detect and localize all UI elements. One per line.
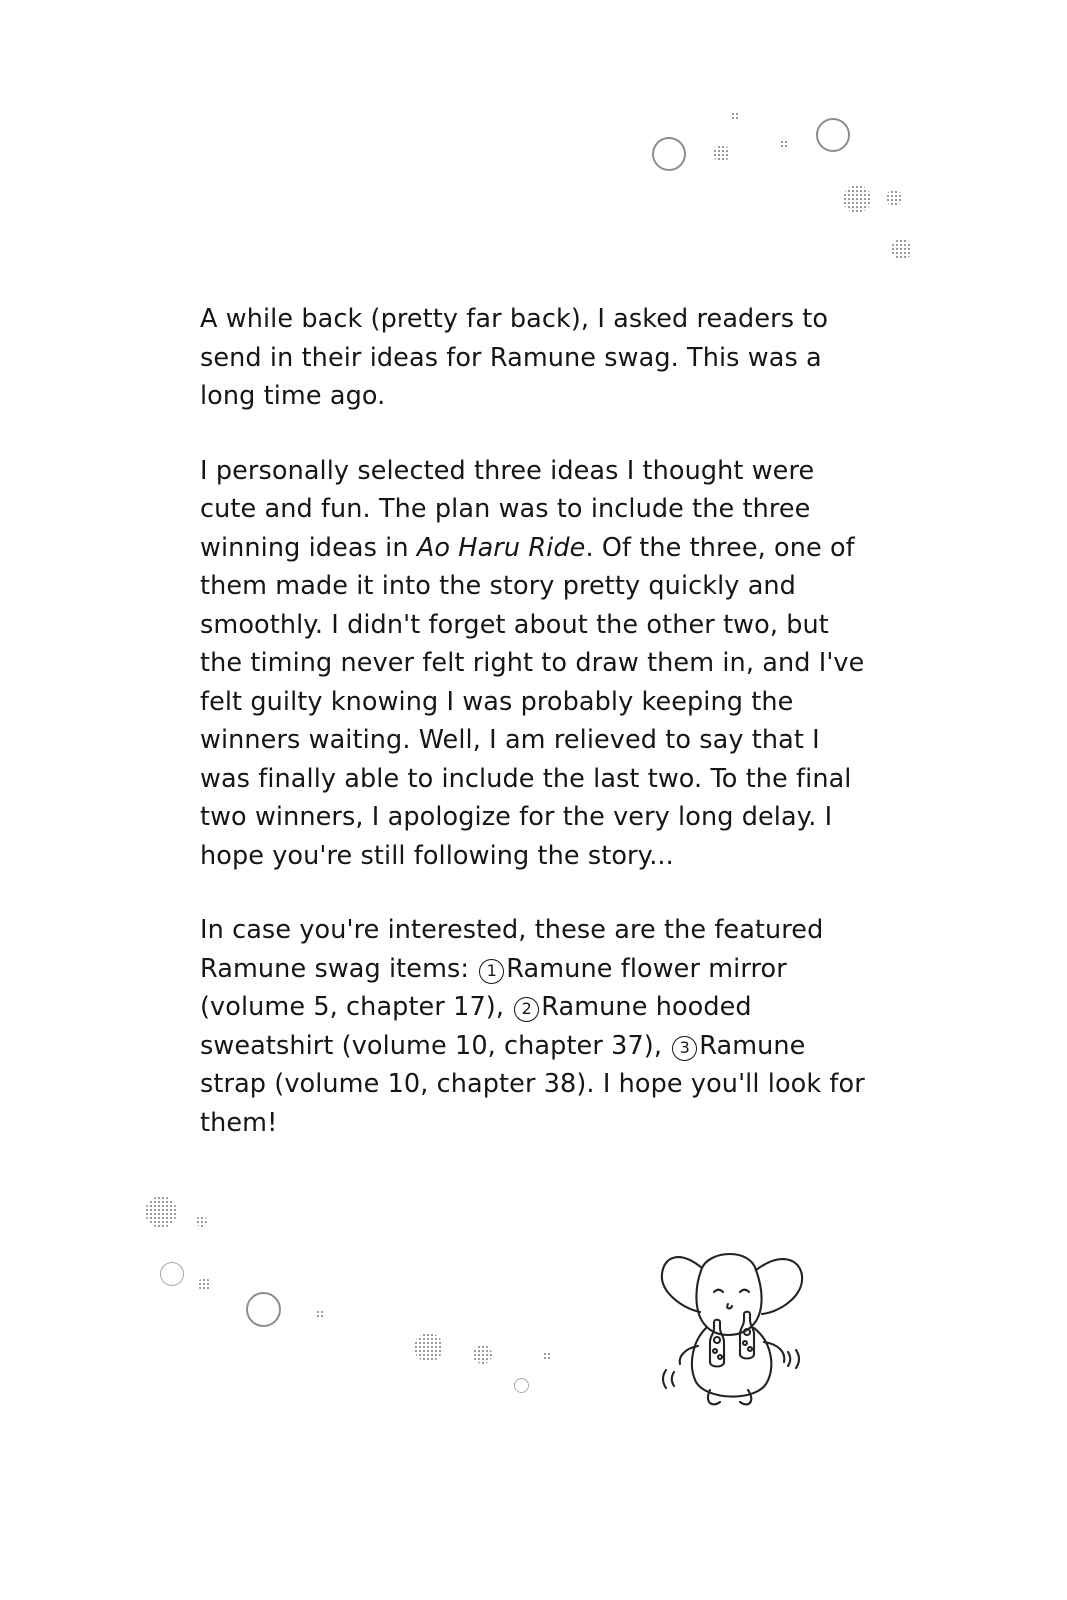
paragraph-3 xyxy=(200,911,870,1142)
bubble-outline xyxy=(652,137,686,171)
author-note-text xyxy=(200,300,870,1142)
list-marker-1: 1 xyxy=(479,959,504,984)
bubble-filled xyxy=(196,1216,207,1227)
bubble-filled xyxy=(780,140,788,148)
bubble-filled xyxy=(316,1310,325,1319)
paragraph-3-lead: In case you're interested, these are the featured Ramune swag items: xyxy=(200,915,824,984)
bubble-filled xyxy=(145,1196,177,1228)
bubble-outline xyxy=(816,118,850,152)
bubble-filled xyxy=(473,1345,492,1364)
bubble-outline xyxy=(160,1262,184,1286)
rabbit-mascot-icon xyxy=(648,1230,828,1415)
list-item-1-text: Ramune flower mirror (volume 5, chapter 17), xyxy=(200,953,787,1022)
bubble-filled xyxy=(198,1278,211,1291)
paragraph-2 xyxy=(200,452,870,876)
bubble-filled xyxy=(843,185,871,213)
list-item-2-text: Ramune hooded sweatshirt (volume 10, chapter 37), xyxy=(200,992,752,1061)
bubble-filled xyxy=(543,1352,552,1361)
list-marker-3: 3 xyxy=(672,1036,697,1061)
paragraph-1: A while back (pretty far back), I asked readers to send in their ideas for Ramune swag. This was a long time ago. xyxy=(200,304,829,411)
bubble-filled xyxy=(886,190,902,206)
bubble-outline xyxy=(514,1378,529,1393)
list-marker-2: 2 xyxy=(514,997,539,1022)
paragraph-2-rest: . Of the three, one of them made it into the story pretty quickly and smoothly. I didn't forget about the other two, but the timing never felt right to draw them in, and I've felt guilty knowing I was probably keeping the winners waiting. Well, I am relieved to say that I was finally able to include the last two. To the final two winners, I apologize for the very long delay. I hope you're still following the story... xyxy=(200,532,865,871)
work-title: Ao Haru Ride xyxy=(416,532,586,563)
list-item-3-text: Ramune strap (volume 10, chapter 38). I hope you'll look for them! xyxy=(200,1030,865,1138)
bubble-filled xyxy=(713,145,730,162)
bubble-outline xyxy=(246,1292,281,1327)
bubble-filled xyxy=(414,1333,443,1362)
bubble-filled xyxy=(891,239,912,260)
paragraph-2-lead: I personally selected three ideas I thought were cute and fun. The plan was to include the three winning ideas in xyxy=(200,455,815,563)
bubble-filled xyxy=(731,112,740,121)
